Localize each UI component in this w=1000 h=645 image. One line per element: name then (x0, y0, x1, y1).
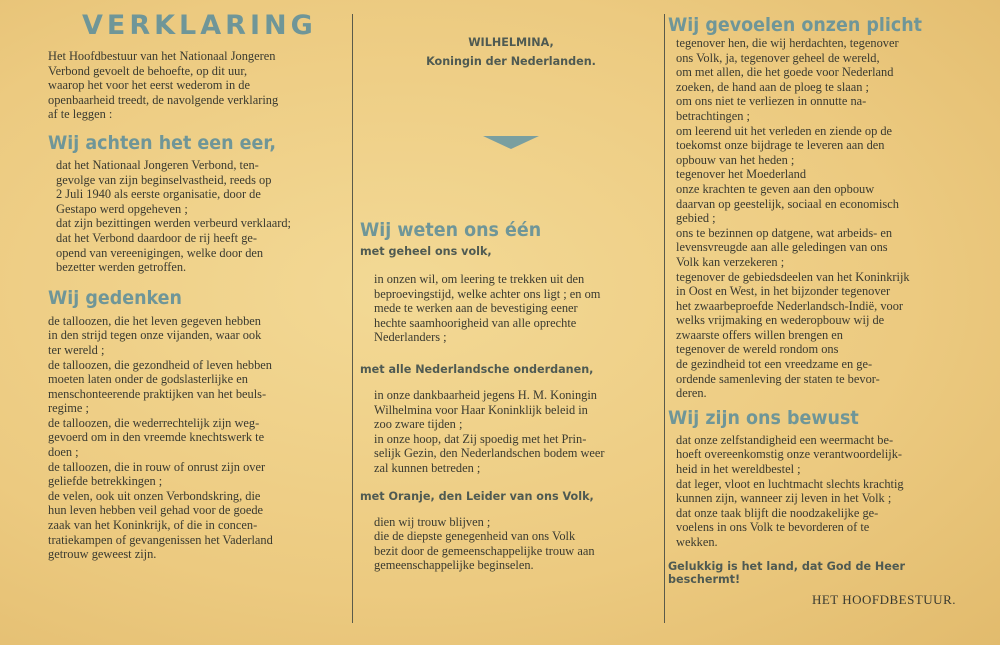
paragraph-plicht: tegenover hen, die wij herdachten, tegenover ons Volk, ja, tegenover geheel de wereld, om met allen, die het goede voor Nederland zoeken, de hand aan de ploeg te slaan ; om ons niet te verliezen in onnutte na- betrachtingen ; om leerend uit het verleden en ziende op de toekomst onze bijdrage te leveren aan den opbouw van het heden ; tegenover het Moederland onze krachten te geven aan den opbouw daarvan op geestelijk, sociaal en economisch gebied ; ons te bezinnen op datgene, wat arbeids- en levensvreugde aan alle geledingen van ons Volk kan verzekeren ; tegenover de gebiedsdeelen van het Koninkrijk in Oost en West, in het bijzonder tegenover het zwaarbeproefde Nederlandsch-Indië, voor welks vrijmaking en wederopbouw wij de zwaarste offers willen brengen en tegenover de wereld rondom ons de gezindheid tot een vreedzame en ge- ordende samenleving der staten te bevor- deren. (676, 36, 910, 401)
column-right (668, 6, 978, 639)
document-title: VERKLARING (82, 10, 317, 41)
subheading-onderdanen: met alle Nederlandsche onderdanen, (360, 362, 594, 376)
triangle-ornament-icon (483, 136, 539, 149)
closing-line: Gelukkig is het land, dat God de Heer beschermt! (668, 559, 905, 586)
column-middle (360, 6, 662, 639)
heading-een: Wij weten ons één (360, 219, 542, 241)
heading-bewust: Wij zijn ons bewust (668, 406, 859, 429)
column-divider-right (664, 14, 665, 623)
paragraph-volk: in onzen wil, om leering te trekken uit den beproevingstijd, welke achter ons ligt ; en om mede te werken aan de bevestiging eener hechte saamhoorigheid van alle oprechte Nederlanders ; (374, 272, 601, 345)
heading-eer: Wij achten het een eer, (48, 131, 277, 154)
subheading-volk: met geheel ons volk, (360, 245, 492, 258)
column-divider-left (352, 14, 353, 623)
paragraph-onderdanen: in onze dankbaarheid jegens H. M. Koningin Wilhelmina voor Haar Koninklijk beleid in zoo zware tijden ; in onze hoop, dat Zij spoedig met het Prin- selijk Gezin, den Nederlandschen bodem weer zal kunnen betreden ; (374, 387, 605, 475)
subtitle-wilhelmina: WILHELMINA, (468, 36, 554, 49)
heading-gedenken: Wij gedenken (48, 286, 182, 309)
subheading-oranje: met Oranje, den Leider van ons Volk, (360, 489, 594, 503)
subtitle-koningin: Koningin der Nederlanden. (426, 55, 596, 68)
intro-paragraph: Het Hoofdbestuur van het Nationaal Jongeren Verbond gevoelt de behoefte, op dit uur, waarop het voor het eerst wederom in de openbaarheid treedt, de navolgende verklaring af te leggen : (48, 49, 279, 122)
heading-plicht: Wij gevoelen onzen plicht (668, 14, 923, 36)
paragraph-bewust: dat onze zelfstandigheid een weermacht be- hoeft overeenkomstig onze verantwoordelijk- heid in het wereldbestel ; dat leger, vloot en luchtmacht slechts krachtig kunnen zijn, wanneer zij leven in het Volk ; dat onze taak blijft die noodzakelijke ge- voelens in ons Volk te bevorderen of te wekken. (676, 432, 904, 549)
column-left (48, 6, 348, 639)
paragraph-eer: dat het Nationaal Jongeren Verbond, ten- gevolge van zijn beginselvastheid, reeds op 2 Juli 1940 als eerste organisatie, door de Gestapo werd opgeheven ; dat zijn bezittingen werden verbeurd verklaard; dat het Verbond daardoor de rij heeft ge- opend van vereenigingen, welke door den bezetter werden getroffen. (56, 157, 291, 275)
paragraph-oranje: dien wij trouw blijven ; die de diepste genegenheid van ons Volk bezit door de gemeenschappelijke trouw aan gemeenschappelijke beginselen. (374, 514, 595, 573)
signature: HET HOOFDBESTUUR. (811, 591, 956, 607)
paragraph-gedenken: de talloozen, die het leven gegeven hebben in den strijd tegen onze vijanden, waar ook ter wereld ; de talloozen, die gezondheid of leven hebben moeten laten onder de godslasterlijke en menschonteerende praktijken van het beuls- regime ; de talloozen, die wederrechtelijk zijn weg- gevoerd om in den vreemde knechtswerk te doen ; de talloozen, die in rouw of onrust zijn over geliefde betrekkingen ; de velen, ook uit onzen Verbondskring, die hun leven hebben veil gehad voor de goede zaak van het Koninkrijk, of die in concen- tratiekampen of gevangenissen het Vaderland getrouw geweest zijn. (48, 313, 273, 562)
